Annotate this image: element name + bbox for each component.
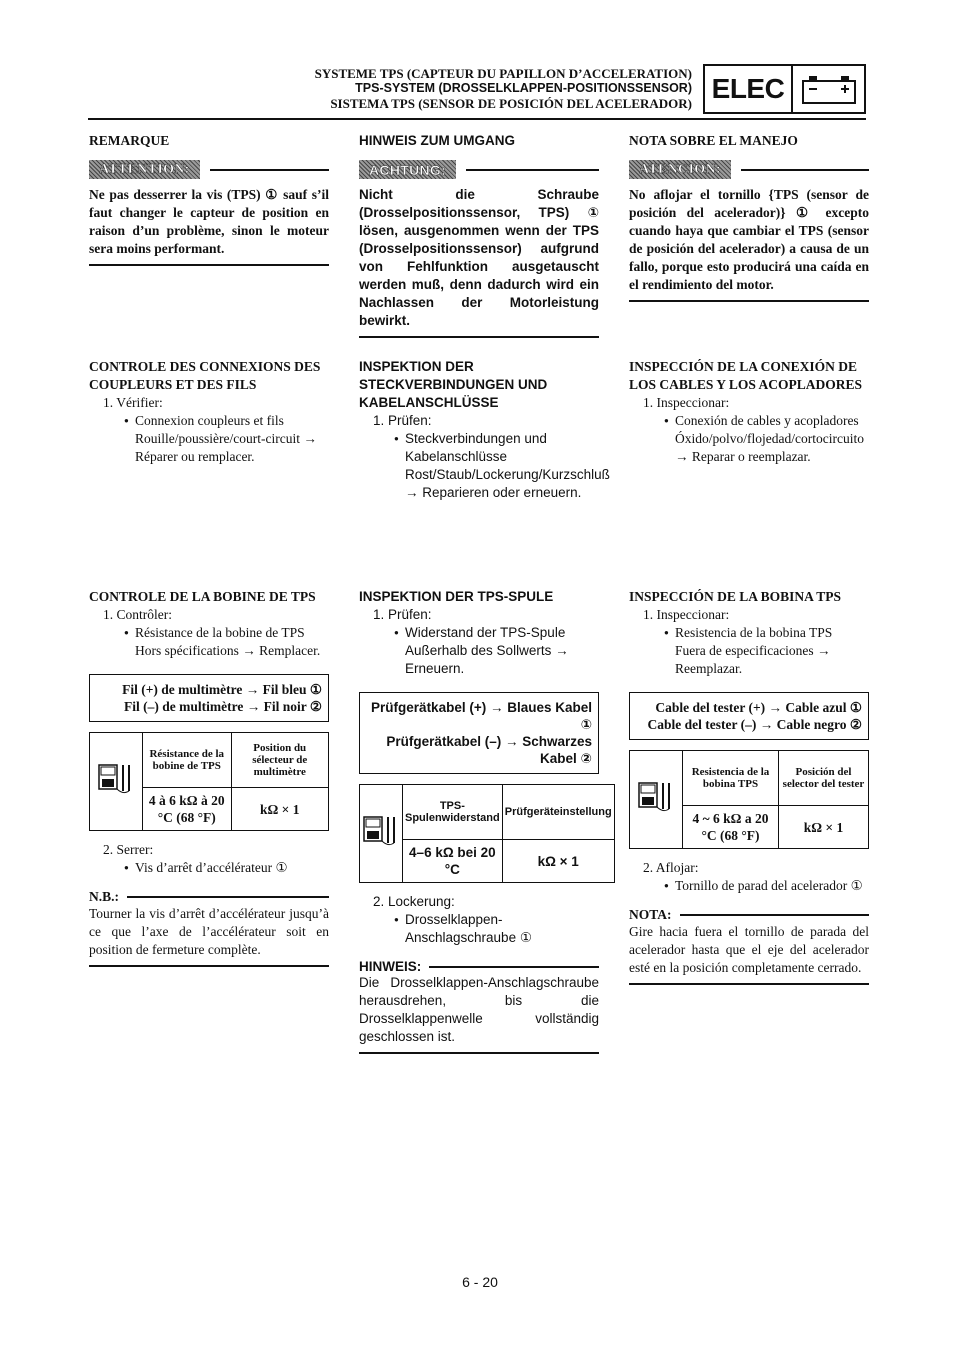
step: 1. Inspeccionar: (643, 395, 730, 410)
section-badge (703, 64, 866, 114)
bullet-item: ● Drosselklappen-Anschlagschraube ① (359, 911, 599, 947)
detail-text: Óxido/polvo/flojedad/cortocircuito → Reparar o reemplazar. (675, 431, 864, 464)
table-header: TPS-Spulenwiderstand (403, 785, 503, 840)
bullet-item: ● Steckverbindungen und Kabelanschlüsse (359, 430, 599, 466)
bullet-item: ● Conexión de cables y acopladores (629, 412, 869, 430)
section-heading: INSPECCIÓN DE LA BOBINA TPS (629, 589, 842, 604)
attention-text: No aflojar el tornillo {TPS (sensor de posición del acelerador)} ① excepto cuando haya que cambiar el TPS (sensor de posición del acelerador) a causa de un fallo, porque esto producirá una caída en el rendimiento del motor. (629, 187, 869, 292)
bullet-item: ● Tornillo de parad del acelerador ① (629, 877, 869, 895)
battery-icon (793, 66, 864, 112)
attention-text: Nicht die Schraube (Drosselpositionssensor, TPS) ① lösen, ausgenommen wenn der TPS (Drosselpositionssensor) aufgrund von Fehlfunktion ausgetauscht werden muß, denn dadurch wird ein Nachlassen der Motorleistung bewirkt. (359, 187, 599, 328)
section-heading: CONTROLE DES CONNEXIONS DES COUPLEURS ET DES FILS (89, 359, 321, 392)
bullet-item: ● Résistance de la bobine de TPS (89, 624, 329, 642)
section-heading: HINWEIS ZUM UMGANG (359, 133, 515, 148)
section-heading: INSPEKTION DER STECKVERBINDUNGEN UND KABELANSCHLÜSSE (359, 359, 548, 410)
step: 2. Lockerung: (373, 894, 455, 909)
connection-check-es (629, 358, 869, 466)
probe-box (89, 674, 329, 722)
bullet-item: ● Connexion coupleurs et fils (89, 412, 329, 430)
connection-check-fr (89, 358, 329, 466)
coil-check-de (359, 588, 612, 1054)
probe-line: Fil (–) de multimètre → Fil noir ② (124, 699, 322, 714)
bullet-item: ● Widerstand der TPS-Spule (359, 624, 599, 642)
note-text: Tourner la vis d’arrêt d’accélérateur jusqu’à ce que l’axe de l’accélérateur soit en position de fermeture complète. (89, 906, 329, 957)
multimeter-icon (630, 751, 683, 849)
attention-badge: ATENCION: (629, 160, 731, 179)
header-title-de: TPS-SYSTEM (DROSSELKLAPPEN-POSITIONSSENSOR) (355, 81, 692, 95)
table-header: Résistance de la bobine de TPS (143, 733, 232, 788)
section-heading: INSPECCIÓN DE LA CONEXIÓN DE LOS CABLES Y LOS ACOPLADORES (629, 359, 863, 392)
note-label: N.B.: (89, 889, 119, 904)
bullet-item: ● Vis d’arrêt d’accélérateur ① (89, 859, 329, 877)
detail-text: Fuera de especificaciones → Reemplazar. (675, 643, 831, 676)
page-number: 6 - 20 (462, 1274, 498, 1290)
handling-note-es (629, 132, 869, 302)
multimeter-icon (360, 785, 403, 883)
table-cell: kΩ × 1 (231, 788, 329, 831)
note-text: Die Drosselklappen-Anschlagschraube herausdrehen, bis die Drosselklappenwelle vollständig geschlossen ist. (359, 975, 599, 1044)
bullet-item: ● Resistencia de la bobina TPS (629, 624, 869, 642)
header-rule (88, 118, 866, 120)
step: 1. Vérifier: (103, 395, 163, 410)
step: 1. Contrôler: (103, 607, 172, 622)
coil-check-es (629, 588, 869, 985)
probe-box (359, 692, 599, 774)
step: 2. Aflojar: (643, 860, 699, 875)
step: 2. Serrer: (103, 842, 154, 857)
table-cell: kΩ × 1 (502, 840, 614, 883)
header-title-fr: SYSTEME TPS (CAPTEUR DU PAPILLON D’ACCELERATION) (314, 66, 692, 81)
table-cell: kΩ × 1 (779, 806, 869, 849)
step: 1. Prüfen: (373, 607, 432, 622)
section-heading: INSPEKTION DER TPS-SPULE (359, 589, 554, 604)
probe-line: Prüfgerätkabel (–) → Schwarzes Kabel ② (386, 734, 592, 766)
table-cell: 4 à 6 kΩ à 20 °C (68 °F) (143, 788, 232, 831)
multimeter-icon (90, 733, 143, 831)
table-header: Posición del selector del tester (779, 751, 869, 806)
probe-line: Fil (+) de multimètre → Fil bleu ① (122, 682, 322, 697)
table-header: Resistencia de la bobina TPS (683, 751, 779, 806)
note-label: HINWEIS: (359, 959, 422, 974)
probe-box (629, 692, 869, 740)
section-heading: NOTA SOBRE EL MANEJO (629, 133, 798, 148)
note-label: NOTA: (629, 907, 672, 922)
section-heading: CONTROLE DE LA BOBINE DE TPS (89, 589, 316, 604)
step: 1. Prüfen: (373, 413, 432, 428)
spec-table (359, 784, 615, 883)
attention-text: Ne pas desserrer la vis (TPS) ① sauf s’il faut changer le capteur de position en raison d’un problème, sinon le moteur sera moins performant. (89, 187, 329, 256)
note-text: Gire hacia fuera el tornillo de parada del acelerador hasta que el eje del acelerador esté en la posición completamente cerrado. (629, 924, 869, 975)
detail-text: Rost/Staub/Lockerung/Kurzschluß → Reparieren oder erneuern. (405, 467, 610, 500)
probe-line: Cable del tester (–) → Cable negro ② (647, 717, 862, 732)
detail-text: Außerhalb des Sollwerts → Erneuern. (405, 643, 569, 676)
probe-line: Prüfgerätkabel (+) → Blaues Kabel ① (371, 700, 592, 732)
section-label: ELEC (705, 66, 793, 112)
handling-note-fr (89, 132, 329, 266)
connection-check-de (359, 358, 610, 502)
coil-check-fr (89, 588, 329, 967)
table-header: Position du sélecteur de multimètre (231, 733, 329, 788)
step: 1. Inspeccionar: (643, 607, 730, 622)
attention-badge: ATTENTION: (89, 160, 200, 179)
header-titles (315, 66, 692, 111)
probe-line: Cable del tester (+) → Cable azul ① (655, 700, 862, 715)
spec-table (89, 732, 329, 831)
spec-table (629, 750, 869, 849)
section-heading: REMARQUE (89, 133, 170, 148)
detail-text: Hors spécifications → Remplacer. (135, 643, 321, 658)
table-cell: 4–6 kΩ bei 20 °C (403, 840, 503, 883)
detail-text: Rouille/poussière/court-circuit → Réparer ou remplacer. (135, 431, 317, 464)
attention-badge: ACHTUNG: (359, 160, 456, 179)
table-header: Prüfgeräteinstellung (502, 785, 614, 840)
table-cell: 4 ~ 6 kΩ a 20 °C (68 °F) (683, 806, 779, 849)
handling-note-de (359, 132, 599, 338)
header-title-es: SISTEMA TPS (SENSOR DE POSICIÓN DEL ACELERADOR) (330, 96, 692, 111)
